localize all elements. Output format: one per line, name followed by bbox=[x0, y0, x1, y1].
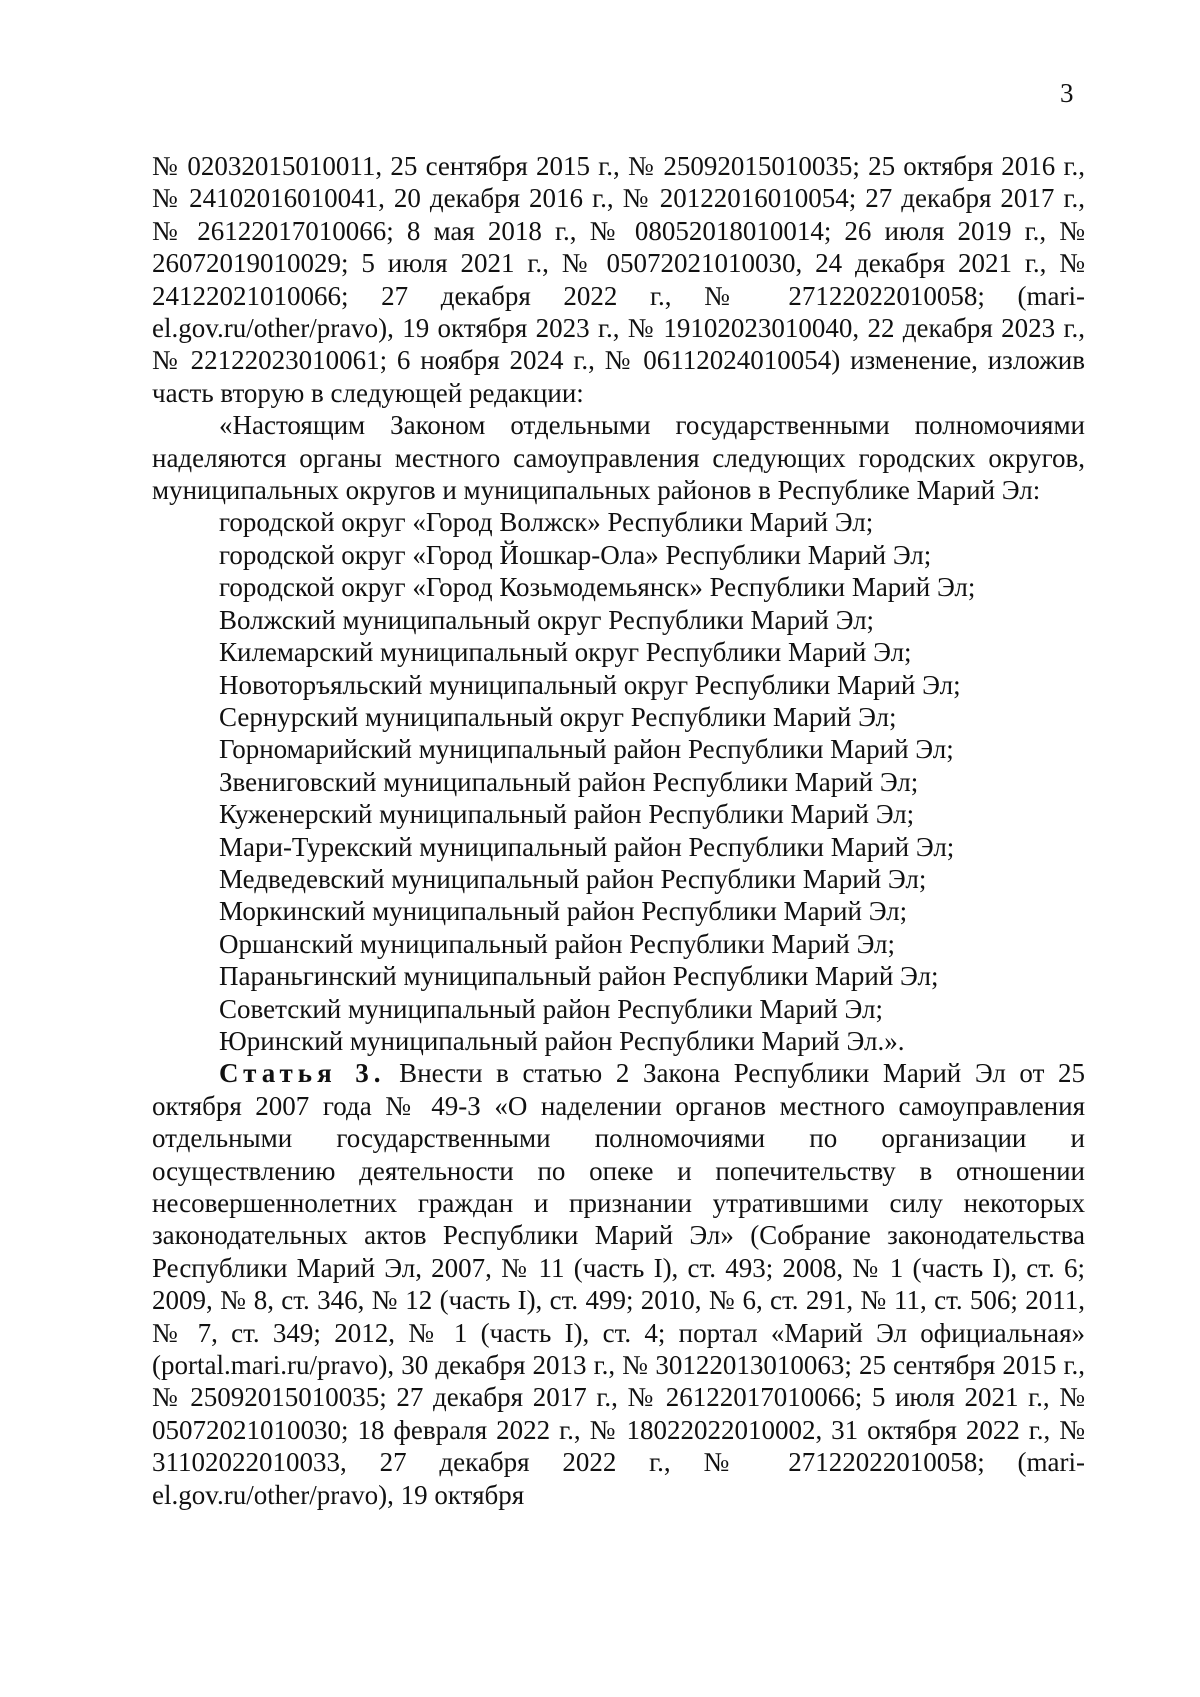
list-item: Оршанский муниципальный район Республики Марий Эл; bbox=[219, 928, 896, 959]
list-item: Звениговский муниципальный район Республики Марий Эл; bbox=[219, 766, 919, 797]
list-item: Моркинский муниципальный район Республики Марий Эл; bbox=[219, 896, 908, 927]
article-3-paragraph bbox=[152, 1057, 1085, 1511]
list-item: Куженерский муниципальный район Республики Марий Эл; bbox=[219, 799, 915, 830]
municipalities-list bbox=[152, 506, 1085, 1057]
document-body bbox=[152, 150, 1085, 1511]
list-item: Мари-Турекский муниципальный район Республики Марий Эл; bbox=[219, 831, 955, 862]
list-item: Параньгинский муниципальный район Республики Марий Эл; bbox=[219, 961, 939, 992]
article-3-heading: Статья 3. bbox=[219, 1058, 386, 1089]
list-item: городской округ «Город Волжск» Республики Марий Эл; bbox=[219, 507, 874, 538]
intro-paragraph: № 02032015010011, 25 сентября 2015 г., № 25092015010035; 25 октября 2016 г., № 24102016010041, 20 декабря 2016 г., № 20122016010054; 27 декабря 2017 г., № 26122017010066; 8 мая 2018 г., № 08052018010014; 26 июля 2019 г., № 26072019010029; 5 июля 2021 г., № 05072021010030, 24 декабря 2021 г., № 24122021010066; 27 декабря 2022 г., № 27122022010058; (mari-el.gov.ru/other/pravo), 19 октября 2023 г., № 19102023010040, 22 декабря 2023 г., № 22122023010061; 6 ноября 2024 г., № 06112024010054) изменение, изложив часть вторую в следующей редакции: bbox=[152, 151, 1085, 408]
list-item: Горномарийский муниципальный район Республики Марий Эл; bbox=[219, 734, 954, 765]
article-3-text: Внести в статью 2 Закона Республики Марий Эл от 25 октября 2007 года № 49-З «О наделении органов местного самоуправления отдельными государственными полномочиями по организации и осуществлению деятельности по опеке и попечительству в отношении несовершеннолетних граждан и признании утратившими силу некоторых законодательных актов Республики Марий Эл» (Собрание законодательства Республики Марий Эл, 2007, № 11 (часть I), ст. 493; 2008, № 1 (часть I), ст. 6; 2009, № 8, ст. 346, № 12 (часть I), ст. 499; 2010, № 6, ст. 291, № 11, ст. 506; 2011, № 7, ст. 349; 2012, № 1 (часть I), ст. 4; портал «Марий Эл официальная» (portal.mari.ru/pravo), 30 декабря 2013 г., № 30122013010063; 25 сентября 2015 г., № 25092015010035; 27 декабря 2017 г., № 26122017010066; 5 июля 2021 г., № 05072021010030; 18 февраля 2022 г., № 18022022010002, 31 октября 2022 г., № 31102022010033, 27 декабря 2022 г., № 27122022010058; (mari-el.gov.ru/other/pravo), 19 октября bbox=[152, 1058, 1085, 1510]
page-number: 3 bbox=[1060, 78, 1074, 108]
quote-paragraph: «Настоящим Законом отдельными государственными полномочиями наделяются органы местного самоуправления следующих городских округов, муниципальных округов и муниципальных районов в Республике Марий Эл: bbox=[152, 410, 1085, 506]
list-item: Медведевский муниципальный район Республики Марий Эл; bbox=[219, 863, 927, 894]
list-item: Советский муниципальный район Республики Марий Эл; bbox=[219, 993, 884, 1024]
list-item: Новоторъяльский муниципальный округ Республики Марий Эл; bbox=[219, 669, 961, 700]
list-item: Волжский муниципальный округ Республики Марий Эл; bbox=[219, 604, 875, 635]
list-item: Сернурский муниципальный округ Республики Марий Эл; bbox=[219, 701, 897, 732]
list-item: Килемарский муниципальный округ Республики Марий Эл; bbox=[219, 637, 912, 668]
list-item: городской округ «Город Козьмодемьянск» Республики Марий Эл; bbox=[219, 572, 976, 603]
list-item: Юринский муниципальный район Республики Марий Эл.». bbox=[219, 1025, 905, 1056]
list-item: городской округ «Город Йошкар-Ола» Республики Марий Эл; bbox=[219, 539, 932, 570]
